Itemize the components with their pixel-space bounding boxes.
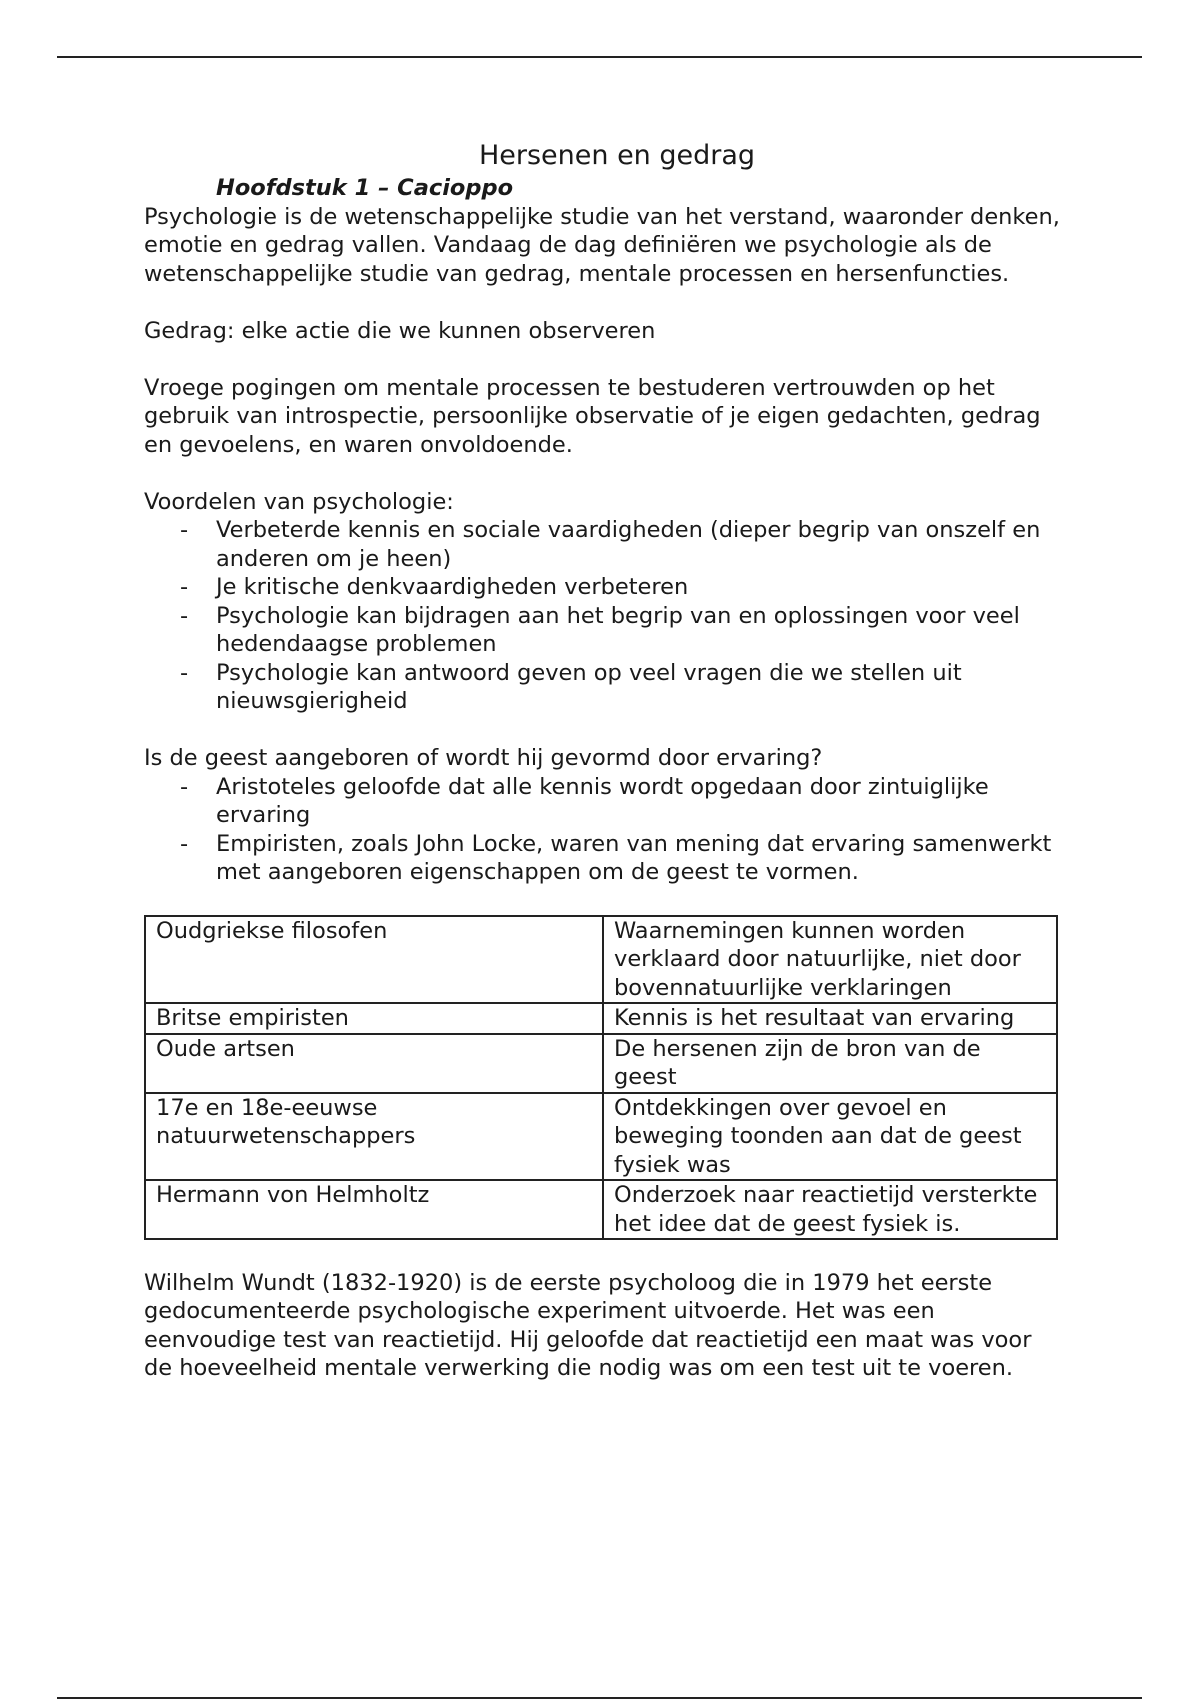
list-item-text: Verbeterde kennis en sociale vaardigheden (dieper begrip van onszelf en anderen om je heen) bbox=[216, 517, 1041, 572]
spacer bbox=[144, 716, 1064, 745]
list-item bbox=[144, 516, 1064, 573]
table-cell-group: Hermann von Helmholtz bbox=[145, 1180, 603, 1239]
table-cell-contribution: Ontdekkingen over gevoel en beweging toonden aan dat de geest fysiek was bbox=[603, 1093, 1057, 1181]
voordelen-heading: Voordelen van psychologie: bbox=[144, 488, 454, 515]
spacer bbox=[144, 1240, 1064, 1269]
list-item bbox=[144, 773, 1064, 830]
table-row bbox=[145, 1093, 1057, 1181]
table-row bbox=[145, 916, 1057, 1004]
list-item-text: Aristoteles geloofde dat alle kennis wordt opgedaan door zintuiglijke ervaring bbox=[216, 773, 989, 828]
table-row bbox=[145, 1034, 1057, 1093]
list-item-text: Psychologie kan antwoord geven op veel vragen die we stellen uit nieuwsgierigheid bbox=[216, 659, 962, 714]
philosophers-table bbox=[144, 915, 1058, 1241]
document-body bbox=[144, 138, 1064, 1383]
list-item bbox=[144, 602, 1064, 659]
table-cell-contribution: De hersenen zijn de bron van de geest bbox=[603, 1034, 1057, 1093]
table-cell-group: Oudgriekse filosofen bbox=[145, 916, 603, 1004]
chapter-subtitle: Hoofdstuk 1 – Cacioppo bbox=[216, 175, 514, 201]
dash-bullet: - bbox=[180, 602, 189, 629]
header-rule bbox=[57, 56, 1142, 58]
table-cell-contribution: Waarnemingen kunnen worden verklaard door natuurlijke, niet door bovennatuurlijke verklaringen bbox=[603, 916, 1057, 1004]
table-cell-contribution: Kennis is het resultaat van ervaring bbox=[603, 1003, 1057, 1034]
footer-rule bbox=[57, 1697, 1142, 1699]
gedrag-definition: Gedrag: elke actie die we kunnen observeren bbox=[144, 317, 656, 344]
geest-list bbox=[144, 773, 1064, 887]
table-cell-contribution: Onderzoek naar reactietijd versterkte het idee dat de geest fysiek is. bbox=[603, 1180, 1057, 1239]
list-item bbox=[144, 573, 1064, 602]
dash-bullet: - bbox=[180, 517, 189, 543]
wundt-paragraph: Wilhelm Wundt (1832-1920) is de eerste psycholoog die in 1979 het eerste gedocumenteerde psychologische experiment uitvoerde. Het was een eenvoudige test van reactietijd. Hij geloofde dat reactietijd een maat was voor de hoeveelheid mentale verwerking die nodig was om een test uit te voeren. bbox=[144, 1269, 1032, 1381]
table-cell-group: 17e en 18e-eeuwse natuurwetenschappers bbox=[145, 1093, 603, 1181]
list-item-text: Psychologie kan bijdragen aan het begrip van en oplossingen voor veel hedendaagse problemen bbox=[216, 602, 1020, 657]
table-row bbox=[145, 1180, 1057, 1239]
vroege-paragraph: Vroege pogingen om mentale processen te bestuderen vertrouwden op het gebruik van introspectie, persoonlijke observatie of je eigen gedachten, gedrag en gevoelens, en waren onvoldoende. bbox=[144, 374, 1041, 458]
dash-bullet: - bbox=[180, 830, 189, 857]
intro-paragraph: Psychologie is de wetenschappelijke studie van het verstand, waaronder denken, emotie en gedrag vallen. Vandaag de dag definiëren we psychologie als de wetenschappelijke studie van gedrag, mentale processen en hersenfuncties. bbox=[144, 203, 1060, 287]
spacer bbox=[144, 345, 1064, 374]
spacer bbox=[144, 459, 1064, 488]
geest-heading: Is de geest aangeboren of wordt hij gevormd door ervaring? bbox=[144, 745, 823, 771]
list-item bbox=[144, 830, 1064, 887]
table-row bbox=[145, 1003, 1057, 1034]
list-item-text: Empiristen, zoals John Locke, waren van mening dat ervaring samenwerkt met aangeboren eigenschappen om de geest te vormen. bbox=[216, 830, 1052, 885]
dash-bullet: - bbox=[180, 574, 189, 600]
voordelen-list bbox=[144, 516, 1064, 716]
list-item-text: Je kritische denkvaardigheden verbeteren bbox=[216, 574, 689, 600]
dash-bullet: - bbox=[180, 659, 189, 686]
dash-bullet: - bbox=[180, 773, 189, 800]
list-item bbox=[144, 659, 1064, 716]
spacer bbox=[144, 288, 1064, 317]
page-title: Hersenen en gedrag bbox=[478, 140, 756, 171]
table-cell-group: Britse empiristen bbox=[145, 1003, 603, 1034]
table-cell-group: Oude artsen bbox=[145, 1034, 603, 1093]
